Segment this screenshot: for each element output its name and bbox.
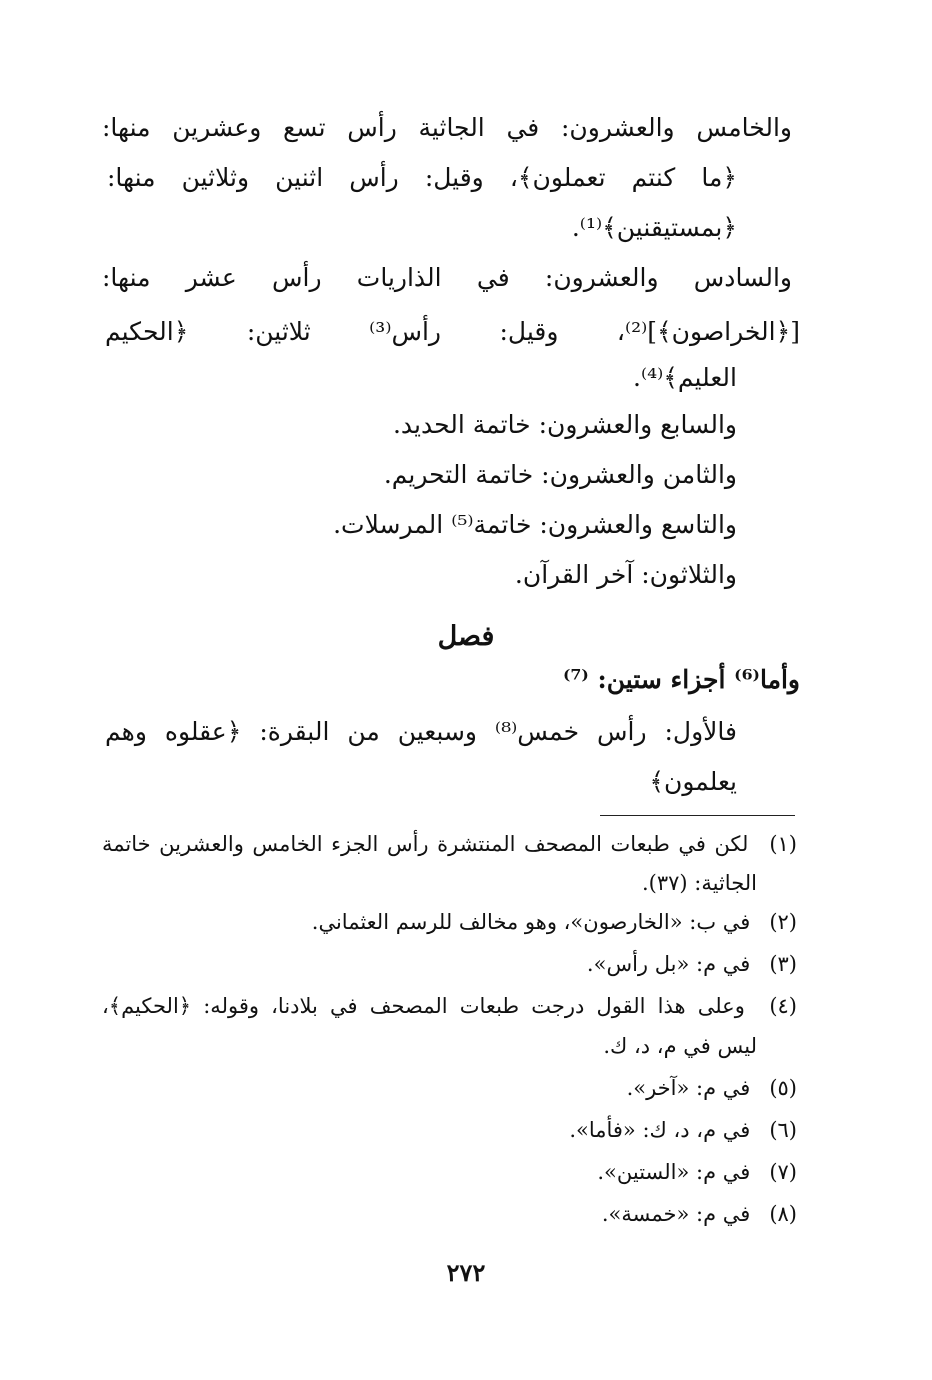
footnote-4 xyxy=(102,988,797,1024)
footnote-text: في م: «خمسة». xyxy=(601,1202,751,1226)
body-line-10: والثلاثون: آخر القرآن. xyxy=(514,560,737,589)
footnote-number: (٢) xyxy=(769,910,797,934)
footnote-5 xyxy=(102,1070,797,1106)
body-line-5: [﴿الخراصون﴾]⁽²⁾، وقيل: رأس⁽³⁾ ثلاثين: ﴿الحكيم xyxy=(105,317,801,346)
footnote-1-continued: الجاثية: (٣٧). xyxy=(641,871,757,895)
body-line-6: العليم﴾⁽⁴⁾. xyxy=(633,363,737,392)
body-line-9: والتاسع والعشرون: خاتمة⁽⁵⁾ المرسلات. xyxy=(333,510,737,539)
footnote-text: في ب: «الخارصون»، وهو مخالف للرسم العثماني. xyxy=(311,910,751,934)
section-subheading: وأما⁽⁶⁾ أجزاء ستين: ⁽⁷⁾ xyxy=(562,665,800,694)
footnote-number: (١) xyxy=(769,832,797,856)
page-number: ٢٧٢ xyxy=(446,1258,486,1287)
footnote-7 xyxy=(102,1154,797,1190)
footnote-text: في م: «بل رأس». xyxy=(586,952,751,976)
body-line-7: والسابع والعشرون: خاتمة الحديد. xyxy=(392,410,737,439)
footnote-4-continued: ليس في م، د، ك. xyxy=(603,1034,757,1058)
footnote-2 xyxy=(102,904,797,940)
footnote-text: في م: «آخر». xyxy=(626,1076,751,1100)
footnote-6 xyxy=(102,1112,797,1148)
body-line-2: ﴿ما كنتم تعملون﴾، وقيل: رأس اثنين وثلاثين منها: xyxy=(107,163,737,192)
footnote-text: لكن في طبعات المصحف المنتشرة رأس الجزء الخامس والعشرين خاتمة xyxy=(102,832,749,856)
footnote-8 xyxy=(102,1196,797,1232)
section-title: فصل xyxy=(437,621,495,652)
footnote-3 xyxy=(102,946,797,982)
section-line-1: فالأول: رأس خمس⁽⁸⁾ وسبعين من البقرة: ﴿عقلوه وهم xyxy=(105,717,737,746)
footnote-text: في م، د، ك: «فأما». xyxy=(569,1118,751,1142)
footnote-number: (٣) xyxy=(769,952,797,976)
body-line-3: ﴿بمستيقنين﴾⁽¹⁾. xyxy=(571,213,737,242)
footnote-number: (٦) xyxy=(769,1118,797,1142)
section-line-2: يعلمون﴾ xyxy=(649,767,737,796)
footnote-number: (٧) xyxy=(769,1160,797,1184)
body-line-8: والثامن والعشرون: خاتمة التحريم. xyxy=(383,460,737,489)
footnote-text: في م: «الستين». xyxy=(597,1160,751,1184)
footnote-number: (٨) xyxy=(769,1202,797,1226)
body-line-4: والسادس والعشرون: في الذاريات رأس عشر منها: xyxy=(102,263,792,292)
footnote-text: وعلى هذا القول درجت طبعات المصحف في بلادنا، وقوله: ﴿الحكيم﴾، xyxy=(102,994,745,1018)
footnote-number: (٥) xyxy=(769,1076,797,1100)
footnote-number: (٤) xyxy=(769,994,797,1018)
footnote-1 xyxy=(102,826,797,862)
footnote-separator xyxy=(600,815,795,816)
body-line-1: والخامس والعشرون: في الجاثية رأس تسع وعشرين منها: xyxy=(102,113,792,142)
